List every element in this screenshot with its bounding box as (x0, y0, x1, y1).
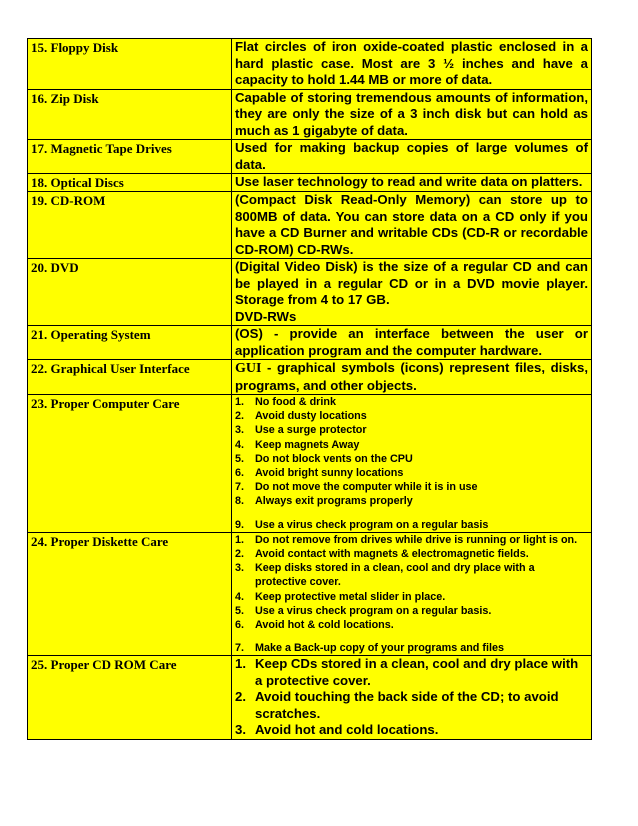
list-number: 6. (235, 467, 245, 480)
definition-text: (Digital Video Disk) is the size of a regular CD and can be played in a regular CD or in a DVD movie player. Storage from 4 to 17 GB. (235, 259, 588, 307)
list-item-text: Avoid touching the back side of the CD; to avoid scratches. (255, 689, 559, 721)
term-cell: 20. DVD (28, 259, 232, 326)
list-item (235, 641, 588, 655)
term-cell: 24. Proper Diskette Care (28, 532, 232, 656)
care-list (235, 395, 588, 532)
definition-text: (OS) - provide an interface between the user or application program and the computer hardware. (235, 326, 588, 358)
definition-text: (Compact Disk Read-Only Memory) can store up to 800MB of data. You can store data on a CD only if you have a CD Burner and writable CDs (CD-R or recordable CD-ROM) CD-RWs. (235, 192, 588, 257)
term-cell: 15. Floppy Disk (28, 39, 232, 90)
table-row (28, 174, 592, 192)
list-number: 1. (235, 396, 245, 408)
term-cell: 19. CD-ROM (28, 192, 232, 259)
list-item (235, 618, 588, 632)
term-cell: 21. Operating System (28, 326, 232, 360)
list-item-text: Use a virus check program on a regular basis. (255, 604, 492, 617)
term-cell: 18. Optical Discs (28, 174, 232, 192)
table-row (28, 39, 592, 90)
care-list (235, 656, 588, 739)
definition-cell (232, 259, 592, 326)
list-number: 2. (235, 410, 245, 423)
list-item (235, 452, 588, 466)
list-number: 9. (235, 518, 245, 531)
list-item (235, 438, 588, 452)
table-row (28, 360, 592, 395)
list-item (235, 494, 588, 508)
definition-cell (232, 656, 592, 740)
list-item (235, 533, 588, 547)
list-item (235, 518, 588, 532)
list-item-text: Avoid hot and cold locations. (255, 722, 439, 738)
list-item-text: Keep magnets Away (255, 438, 360, 451)
table-row (28, 259, 592, 326)
table-row (28, 395, 592, 533)
list-item (235, 561, 588, 589)
list-number: 3. (235, 424, 245, 437)
term-cell: 17. Magnetic Tape Drives (28, 140, 232, 174)
list-item-text: Avoid hot & cold locations. (255, 619, 394, 632)
list-item-text: No food & drink (255, 396, 336, 408)
list-item (235, 547, 588, 561)
list-item-text: Keep CDs stored in a clean, cool and dry place with a protective cover. (255, 656, 579, 688)
list-item-text: Use a virus check program on a regular basis (255, 518, 489, 531)
list-item-text: Do not block vents on the CPU (255, 452, 413, 465)
list-item-text: Avoid dusty locations (255, 410, 367, 423)
list-item (235, 590, 588, 604)
list-item-text: Avoid contact with magnets & electromagnetic fields. (255, 548, 529, 561)
list-item-text: Keep disks stored in a clean, cool and dry place with a protective cover. (255, 562, 535, 589)
list-item (235, 604, 588, 618)
list-item-text: Keep protective metal slider in place. (255, 590, 446, 603)
list-item (235, 466, 588, 480)
definition-cell (232, 360, 592, 395)
list-item (235, 395, 588, 409)
definition-text: Used for making backup copies of large volumes of data. (235, 140, 588, 172)
definition-text: Flat circles of iron oxide-coated plastic enclosed in a hard plastic case. Most are 3 ½ inches and have a capacity to hold 1.44 MB or more of data. (235, 39, 588, 87)
list-number: 1. (235, 656, 246, 672)
list-item-text: Always exit programs properly (255, 495, 413, 508)
definition-cell (232, 395, 592, 533)
list-number: 3. (235, 562, 245, 575)
list-item (235, 722, 588, 739)
list-number: 3. (235, 722, 246, 738)
list-item (235, 689, 588, 722)
table-row (28, 192, 592, 259)
list-number: 4. (235, 590, 245, 603)
definition-cell (232, 326, 592, 360)
list-item (235, 656, 588, 689)
list-item-text: Do not move the computer while it is in use (255, 481, 478, 494)
list-number: 5. (235, 452, 245, 465)
list-item-text: Avoid bright sunny locations (255, 467, 404, 480)
definition-cell (232, 192, 592, 259)
list-number: 2. (235, 689, 246, 705)
list-number: 5. (235, 604, 245, 617)
gui-abbrev: GUI (235, 361, 262, 376)
table-row (28, 326, 592, 360)
list-item-text: Do not remove from drives while drive is running or light is on. (255, 533, 578, 546)
list-item (235, 409, 588, 423)
list-number: 6. (235, 619, 245, 632)
list-number: 1. (235, 533, 245, 546)
definition-text: - graphical symbols (icons) represent files, disks, programs, and other objects. (235, 360, 588, 393)
list-number: 8. (235, 495, 245, 508)
term-cell: 25. Proper CD ROM Care (28, 656, 232, 740)
list-number: 7. (235, 481, 245, 494)
list-item-text: Make a Back-up copy of your programs and files (255, 642, 504, 655)
definition-text: Use laser technology to read and write data on platters. (235, 174, 583, 189)
care-list (235, 533, 588, 656)
table-row (28, 89, 592, 140)
list-number: 7. (235, 642, 245, 655)
definition-text: Capable of storing tremendous amounts of information, they are only the size of a 3 inch disk but can hold as much as 1 gigabyte of data. (235, 89, 588, 138)
definition-cell (232, 532, 592, 656)
list-item (235, 480, 588, 494)
term-cell: 22. Graphical User Interface (28, 360, 232, 395)
table-row (28, 532, 592, 656)
list-number: 2. (235, 548, 245, 561)
list-number: 4. (235, 438, 245, 451)
definition-cell (232, 89, 592, 140)
term-cell: 16. Zip Disk (28, 89, 232, 140)
term-cell: 23. Proper Computer Care (28, 395, 232, 533)
table-row (28, 140, 592, 174)
definition-cell (232, 174, 592, 192)
definition-cell (232, 140, 592, 174)
glossary-table (27, 38, 592, 740)
definition-cell (232, 39, 592, 90)
list-item (235, 423, 588, 437)
definition-extra: DVD-RWs (235, 308, 297, 324)
table-row (28, 656, 592, 740)
list-item-text: Use a surge protector (255, 424, 367, 437)
